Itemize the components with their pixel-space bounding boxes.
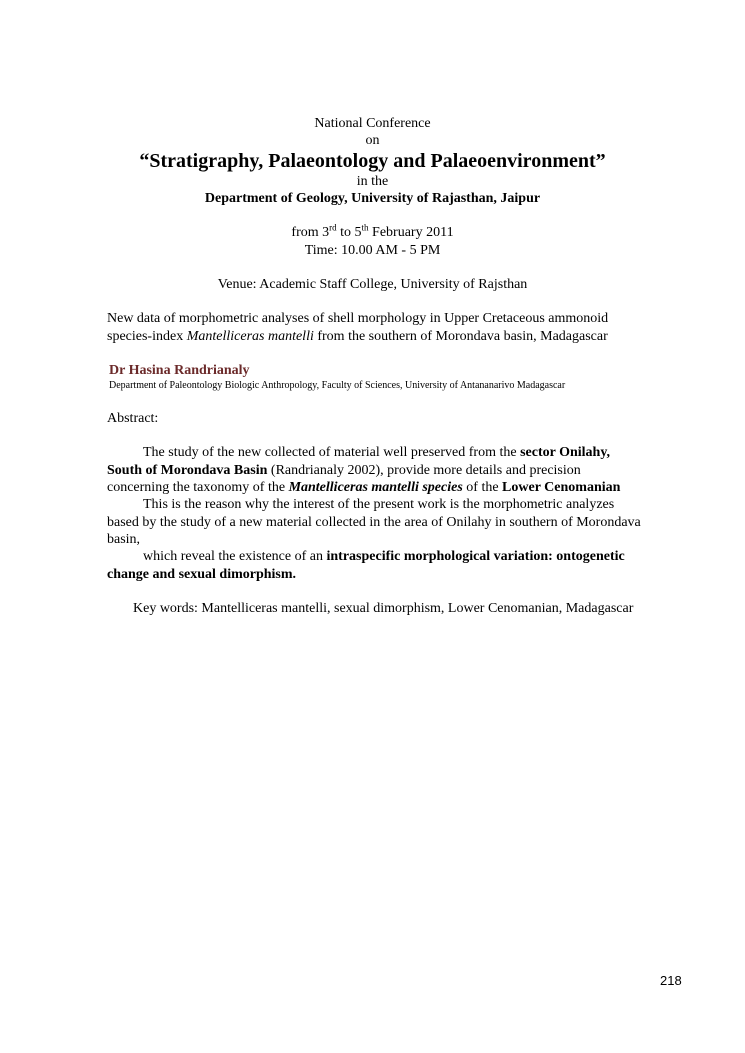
keywords: Key words: Mantelliceras mantelli, sexual dimorphism, Lower Cenomanian, Madagascar — [133, 601, 634, 616]
conference-time: Time: 10.00 AM - 5 PM — [304, 243, 441, 258]
conference-in-the: in the — [356, 174, 389, 189]
abstract-paragraph-3: which reveal the existence of an intraspecific morphological variation: ontogenetic change and sexual dimorphism. — [107, 549, 625, 582]
author-affiliation: Department of Paleontology Biologic Anthropology, Faculty of Sciences, University of Antananarivo Madagascar — [109, 380, 566, 391]
department-name: Department of Geology, University of Rajasthan, Jaipur — [204, 191, 541, 206]
abstract-paragraph-1: The study of the new collected of material well preserved from the sector Onilahy, South of Morondava Basin (Randrianaly 2002), provide more details and precision concerning the taxonomy of the Mantelliceras mantelli species of the Lower Cenomanian — [107, 445, 621, 495]
author-name: Dr Hasina Randrianaly — [109, 363, 250, 378]
abstract-paragraph-2: This is the reason why the interest of the present work is the morphometric analyzes based by the study of a new material collected in the area of Onilahy in southern of Morondava basin, — [107, 497, 641, 547]
paper-title: New data of morphometric analyses of shell morphology in Upper Cretaceous ammonoid species-index Mantelliceras mantelli from the southern of Morondava basin, Madagascar — [107, 311, 609, 344]
conference-venue: Venue: Academic Staff College, University of Rajsthan — [217, 277, 528, 292]
page-number: 218 — [660, 973, 682, 988]
conference-on: on — [365, 133, 380, 148]
conference-label: National Conference — [314, 116, 431, 131]
conference-title: “Stratigraphy, Palaeontology and Palaeoenvironment” — [139, 150, 606, 172]
abstract-heading: Abstract: — [107, 411, 159, 426]
conference-dates: from 3rd to 5th February 2011 — [291, 222, 454, 240]
